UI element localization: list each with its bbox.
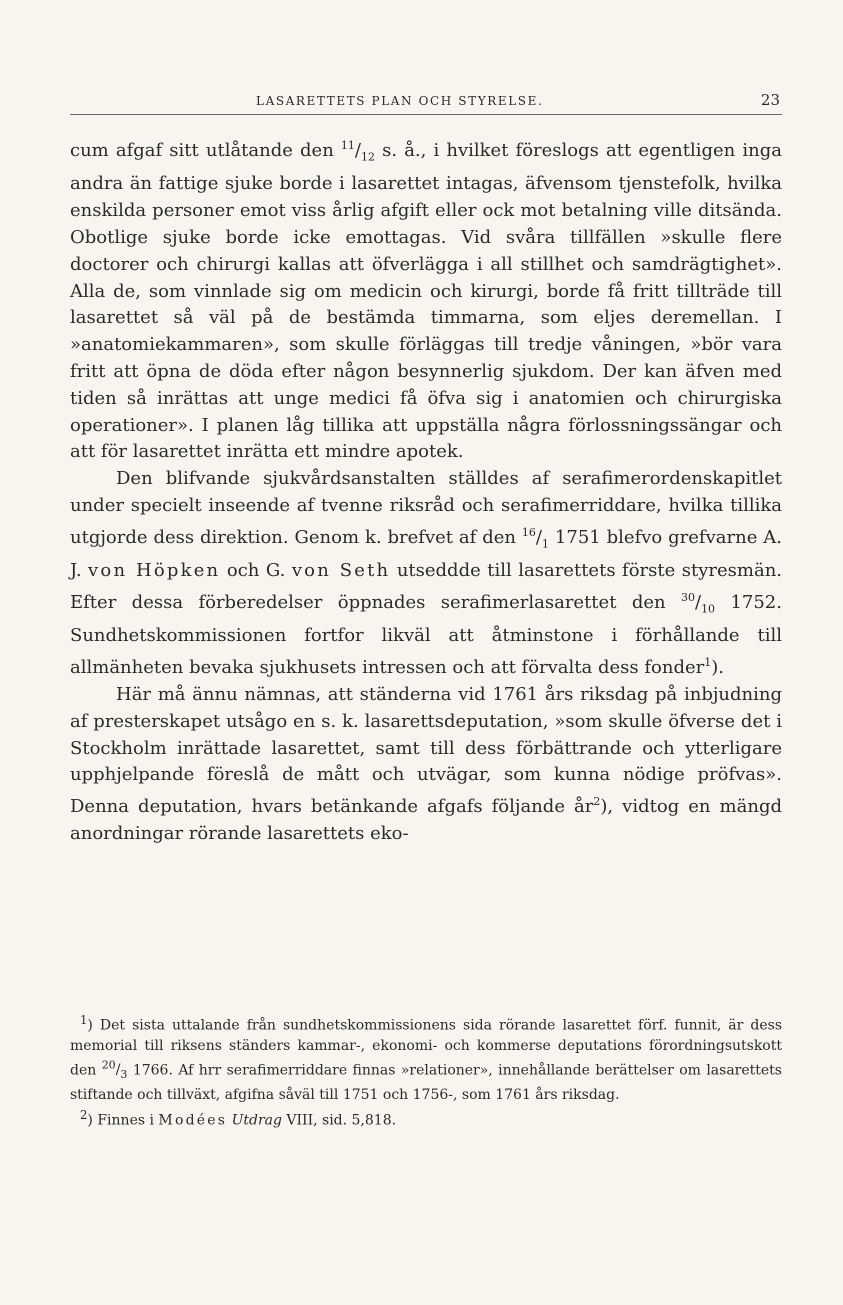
- footnote-marker: 2: [80, 1108, 88, 1123]
- page-number: 23: [760, 91, 780, 109]
- fraction-numerator: 11: [340, 139, 355, 152]
- text-span: och G.: [220, 560, 292, 582]
- paragraph-1: [70, 133, 782, 466]
- text-span: VIII, sid. 5,818.: [281, 1112, 397, 1129]
- fraction-numerator: 20: [101, 1058, 116, 1072]
- text-span: 1752. Sundhetskommissionen fortfor likväl att åtminstone i förhållande till allmänheten bevaka sjukhusets intressen och att förvalta dess fonder: [70, 591, 782, 679]
- text-span: s. å., i hvilket föreslogs att egentligen inga andra än fattige sjuke borde i lasarettet intagas, äfvensom tjenstefolk, hvilka enskilda personer emot viss årlig afgift eller ock mot betalning ville ditsända. Obotlige sjuke borde icke emottagas. Vid svåra tillfällen »skulle flere doctorer och chirurgi kallas att öfverlägga i all stillhet och samdrägtighet». Alla de, som vinnlade sig om medicin och kirurgi, borde få fritt tillträde till lasarettet så väl på de bestämda timmarna, som eljes deremellan. I »anatomiekammaren», som skulle förläggas till tredje våningen, »bör vara fritt att öpna de döda efter någon besynnerlig sjukdom. Der kan äfven med tiden så inrättas att unge medici få öfva sig i anatomien och chirurgiska operationer». I planen låg tillika att uppställa några förlossningssängar och att för lasarettet inrätta ett mindre apotek.: [70, 140, 782, 463]
- fraction-numerator: 30: [680, 590, 695, 604]
- text-span: 1766. Af hrr serafimerriddare finnas »relationer», innehållande berättelser om lasarettets stiftande och tillväxt, afgifna såväl till 1751 och 1756-, som 1761 års riksdag.: [70, 1062, 782, 1104]
- footnote-1: $^1$) Det sista uttalande från sundhetskommissionens sida rörande lasarettet förf. funnit, är dess memorial till riksens ständers kammar-, ekonomi- och kommerse deputations förordningsutskott den $^{20}/_3$ 1766. Af hrr serafimerriddare finnas »relationer», innehållande berättelser om lasarettets stiftande och tillväxt, afgifna såväl till 1751 och 1756-, som 1761 års riksdag.: [70, 1013, 782, 1104]
- paragraph-3: Här må ännu nämnas, att ständerna vid 1761 års riksdag på inbjudning af presterskapet utsågo en s. k. lasarettsdeputation, »som skulle öfverse det i Stockholm inrättade lasarettet, samt till dess förbättrande och ytterligare upphjelpande föreslå de mått och utvägar, som kunna nödige pröfvas». Denna deputation, hvars betänkande afgafs följande år$^2$), vidtog en mängd anordningar rörande lasarettets eko-: [70, 683, 782, 844]
- footnotes: [70, 1010, 782, 1131]
- fraction-denominator: 12: [361, 150, 375, 164]
- date-fraction: $^{16}/_1$: [521, 525, 549, 551]
- spaced-name: von Höpken: [88, 560, 221, 582]
- footnote-reference[interactable]: 2: [593, 795, 601, 809]
- footnote-2: $^2$) Finnes i Modées Utdrag VIII, sid. 5,818.: [80, 1108, 397, 1129]
- text-span: Det sista uttalande från sundhetskommissionens sida rörande lasarettet förf. funnit, är dess memorial till riksens ständers kammar-, ekonomi- och kommerse deputations förordningsutskott den: [70, 1017, 782, 1079]
- text-span: 1751 blefvo grefvarne A. J.: [70, 526, 782, 582]
- text-span: utseddde till lasarettets förste styresmän. Efter dessa förberedelser öppnades serafimerlasarettet den: [70, 560, 783, 613]
- footnote-marker: 1: [80, 1013, 88, 1027]
- footnote-reference[interactable]: 1: [704, 656, 712, 670]
- text-span: , vidtog en mängd anordningar rörande lasarettets eko-: [70, 796, 782, 844]
- spaced-name: von Seth: [291, 560, 391, 582]
- book-title: Utdrag: [231, 1112, 282, 1129]
- body-text: [70, 133, 782, 848]
- running-title: LASARETTETS PLAN OCH STYRELSE.: [256, 94, 544, 108]
- fraction-denominator: 1: [542, 537, 549, 551]
- fraction-denominator: 10: [701, 602, 716, 616]
- running-header: [70, 90, 782, 115]
- text-span: cum afgaf sitt utlåtande den: [70, 140, 341, 161]
- paragraph-2: Den blifvande sjukvårdsanstalten ställdes af serafimerordenskapitlet under specielt inseende af tvenne riksråd och serafimerriddare, hvilka tillika utgjorde dess direktion. Genom k. brefvet af den $^{16}/_1$ 1751 blefvo grefvarne A. J. von Höpken och G. von Seth utseddde till lasarettets förste styresmän. Efter dessa förberedelser öppnades serafimerlasarettet den $^{30}/_{10}$ 1752. Sundhetskommissionen fortfor likväl att åtminstone i förhållande till allmänheten bevaka sjukhusets intressen och att förvalta dess fonder$^1$).: [70, 468, 783, 679]
- text-span: Finnes i: [92, 1112, 159, 1129]
- spaced-name: Modées: [158, 1112, 228, 1129]
- date-fraction: $^{20}/_3$: [101, 1058, 128, 1082]
- text-span: Den blifvande sjukvårdsanstalten ställdes af serafimerordenskapitlet under specielt inseende af tvenne riksråd och serafimerriddare, hvilka tillika utgjorde dess direktion. Genom k. brefvet af den: [70, 468, 782, 548]
- fraction-denominator: 3: [120, 1068, 128, 1082]
- date-fraction: $^{11}/_{12}$: [340, 139, 375, 164]
- text-span: .: [718, 657, 724, 679]
- fraction-numerator: 16: [521, 525, 536, 539]
- text-span: Här må ännu nämnas, att ständerna vid 1761 års riksdag på inbjudning af presterskapet utsågo en s. k. lasarettsdeputation, »som skulle öfverse det i Stockholm inrättade lasarettet, samt till dess förbättrande och ytterligare upphjelpande föreslå de mått och utvägar, som kunna nödige pröfvas». Denna deputation, hvars betänkande afgafs följande år: [70, 683, 782, 818]
- date-fraction: $^{30}/_{10}$: [680, 590, 716, 616]
